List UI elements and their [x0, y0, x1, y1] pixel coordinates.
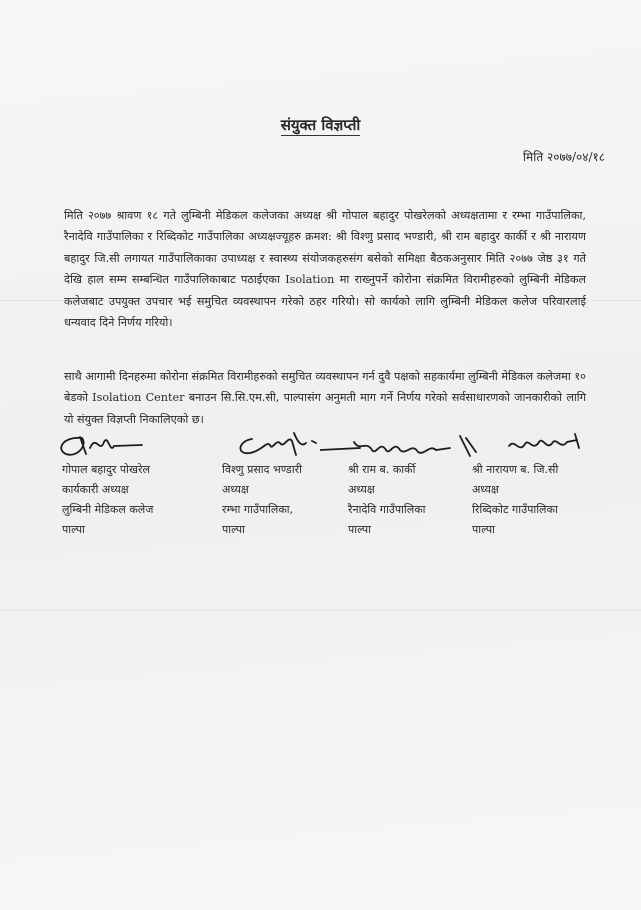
signatory-name: विश्णु प्रसाद भण्डारी	[222, 463, 303, 476]
signatory-1	[62, 460, 153, 540]
signatory-name: श्री नारायण ब. जि.सी	[472, 463, 559, 476]
signatory-org: लुम्बिनी मेडिकल कलेज	[62, 503, 154, 516]
signature-4	[505, 430, 585, 460]
paragraph-2: साथै आगामी दिनहरुमा कोरोना संक्रमित विरामीहरुको समुचित व्यवस्थापन गर्न दुवै पक्षको सहकार्यमा लुम्बिनी मेडिकल कलेजमा १० बेडको Isolation Center बनाउन सि.सि.एम.सी, पाल्पासंग अनुमती माग गर्ने निर्णय गरेको सर्वसाधारणको जानकारीको लागि यो संयुक्त विज्ञप्ती निकालिएको छ।	[64, 370, 586, 426]
signatory-4	[472, 460, 558, 540]
signatory-role: अध्यक्ष	[472, 483, 499, 496]
signatory-place: पाल्पा	[348, 523, 371, 536]
signatory-org: रिब्दिकोट गाउँपालिका	[472, 503, 558, 516]
signature-1	[52, 428, 152, 464]
paper-fold	[0, 610, 641, 611]
paragraph-1: मिति २०७७ श्रावण १८ गते लुम्बिनी मेडिकल कलेजका अध्यक्ष श्री गोपाल बहादुर पोखरेलको अध्यक्षतामा र रम्भा गाउँपालिका, रैनादेवि गाउँपालिका र रिब्दिकोट गाउँपालिका अध्यक्षज्यूहरु क्रमश: श्री विश्णु प्रसाद भण्डारी, श्री राम बहादुर कार्की र श्री नारायण बहादुर जि.सी लगायत गाउँपालिकाका उपाध्यक्ष र स्वास्थ्य संयोजकहरुसंग बसेको समिक्षा बैठकअनुसार मिति २०७७ जेष्ठ ३१ गते देखि हाल सम्म सम्बन्धित गाउँपालिकाबाट पठाईएका Isolation मा राख्नुपर्ने कोरोना संक्रमित विरामीहरुको लुम्बिनी मेडिकल कलेजबाट उपयुक्त उपचार भई समुचित व्यवस्थापन गरेको ठहर गरियो। सो कार्यको लागि लुम्बिनी मेडिकल कलेज परिवारलाई धन्यवाद दिने निर्णय गरियो।	[64, 209, 586, 330]
signatory-2	[222, 460, 302, 540]
signatory-role: कार्यकारी अध्यक्ष	[62, 483, 129, 496]
signatory-role: अध्यक्ष	[222, 483, 249, 496]
signatory-place: पाल्पा	[62, 523, 85, 536]
signatory-name: गोपाल बहादुर पोखरेल	[62, 463, 150, 476]
signatory-org: रैनादेवि गाउँपालिका	[348, 503, 426, 516]
document-title	[0, 115, 641, 135]
signatory-role: अध्यक्ष	[348, 483, 375, 496]
signatory-place: पाल्पा	[472, 523, 495, 536]
signatory-name: श्री राम ब. कार्की	[348, 463, 416, 476]
signatory-org: रम्भा गाउँपालिका,	[222, 503, 294, 516]
signatory-3	[348, 460, 426, 540]
signature-3	[320, 430, 495, 464]
document-date: मिति २०७७/०४/१८	[522, 150, 605, 164]
title-text: संयुक्त विज्ञप्ती	[280, 116, 361, 134]
signatory-place: पाल्पा	[222, 523, 245, 536]
